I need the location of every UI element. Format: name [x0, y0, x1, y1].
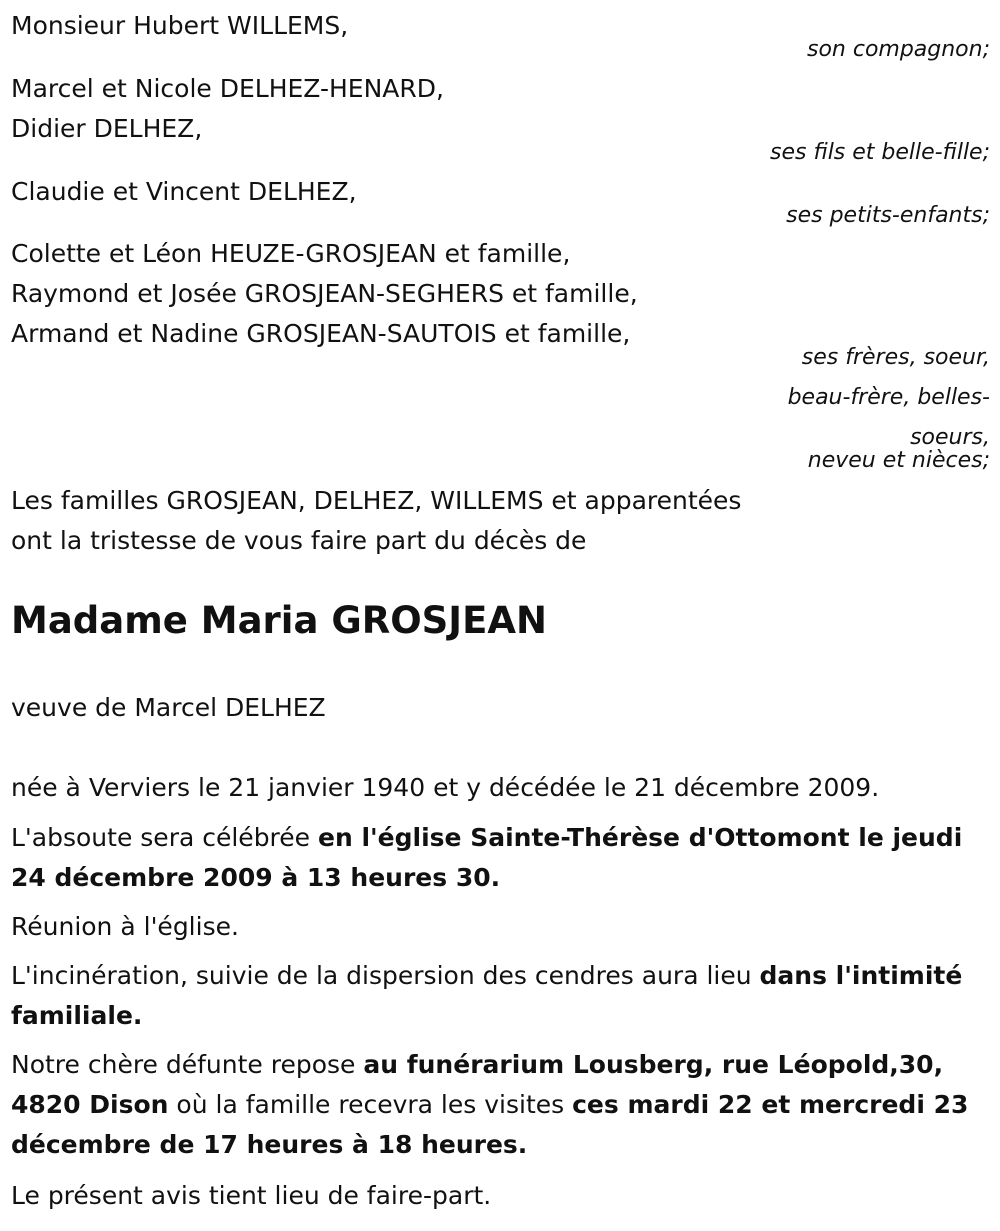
absoute-text: L'absoute sera célébrée	[11, 823, 318, 852]
repose-text: Notre chère défunte repose	[11, 1050, 364, 1079]
absoute-paragraph	[11, 818, 991, 898]
repose-paragraph	[11, 1045, 991, 1165]
companion-name: Monsieur Hubert WILLEMS,	[11, 11, 349, 40]
siblings-relation-line-3: soeurs,	[910, 425, 990, 450]
incineration-details: dans l'intimité familiale.	[11, 961, 963, 1030]
child-name-2: Didier DELHEZ,	[11, 114, 203, 143]
repose-middle-text: où la famille recevra les visites	[168, 1090, 573, 1119]
visiting-hours: ces mardi 22 et mercredi 23 décembre de 17 heures à 18 heures.	[11, 1090, 969, 1159]
sibling-name-1: Colette et Léon HEUZE-GROSJEAN et famille,	[11, 239, 571, 268]
sibling-name-3: Armand et Nadine GROSJEAN-SAUTOIS et famille,	[11, 319, 631, 348]
reunion-text: Réunion à l'église.	[11, 912, 239, 941]
grandchild-name-1: Claudie et Vincent DELHEZ,	[11, 177, 357, 206]
siblings-relation-line-1: ses frères, soeur,	[801, 345, 990, 370]
widow-of: veuve de Marcel DELHEZ	[11, 693, 326, 722]
incineration-paragraph	[11, 956, 991, 1036]
deceased-name: Madame Maria GROSJEAN	[11, 599, 547, 642]
absoute-details: en l'église Sainte-Thérèse d'Ottomont le jeudi 24 décembre 2009 à 13 heures 30.	[11, 823, 963, 892]
funeral-home-address: au funérarium Lousberg, rue Léopold,30, 4820 Dison	[11, 1050, 944, 1119]
sibling-name-2: Raymond et Josée GROSJEAN-SEGHERS et famille,	[11, 279, 638, 308]
incineration-text: L'incinération, suivie de la dispersion des cendres aura lieu	[11, 961, 760, 990]
announcement-line-1: Les familles GROSJEAN, DELHEZ, WILLEMS et apparentées	[11, 486, 742, 515]
child-name-1: Marcel et Nicole DELHEZ-HENARD,	[11, 74, 444, 103]
closing-note: Le présent avis tient lieu de faire-part.	[11, 1181, 492, 1210]
children-relation: ses fils et belle-fille;	[770, 140, 990, 165]
announcement-line-2: ont la tristesse de vous faire part du décès de	[11, 526, 587, 555]
siblings-relation-line-2: beau-frère, belles-	[787, 385, 990, 410]
grandchildren-relation: ses petits-enfants;	[786, 203, 990, 228]
birth-death: née à Verviers le 21 janvier 1940 et y décédée le 21 décembre 2009.	[11, 773, 880, 802]
siblings-relation-line-4: neveu et nièces;	[807, 448, 990, 473]
companion-relation: son compagnon;	[806, 37, 990, 62]
